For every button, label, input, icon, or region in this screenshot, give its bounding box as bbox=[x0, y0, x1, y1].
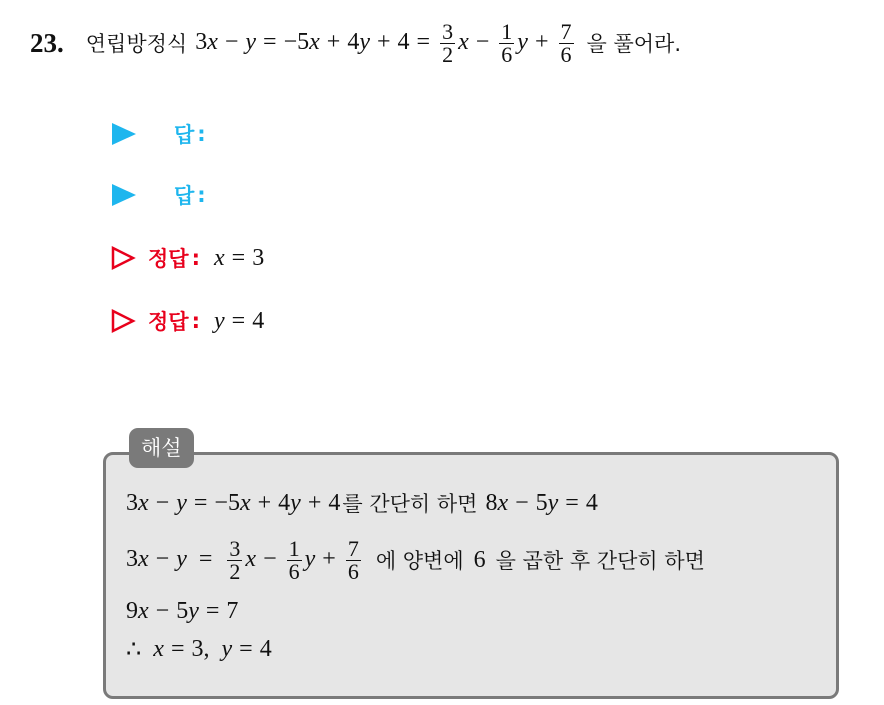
solution-line2-text: 에 양변에 bbox=[375, 549, 464, 573]
answer-label: 답 bbox=[174, 123, 195, 147]
correct-label: 정답 bbox=[148, 247, 189, 271]
question-number: 23. bbox=[30, 27, 64, 58]
solution-line2-num: 6 bbox=[473, 546, 486, 573]
equation: 3x − y = −5x + 4y + 4 = $\frac{3}{2}$ x − $\frac{1}{6}$ y + $\frac{7}{6}$ bbox=[195, 18, 572, 67]
correct-row-1 bbox=[110, 242, 264, 274]
outline-triangle-icon bbox=[110, 308, 136, 334]
play-triangle-icon bbox=[112, 184, 136, 206]
solution-tab: 해설 bbox=[129, 428, 194, 468]
correct-colon: : bbox=[191, 246, 200, 270]
play-triangle-icon bbox=[112, 123, 136, 145]
answer-row-2 bbox=[112, 182, 206, 208]
answer-colon: : bbox=[197, 122, 206, 146]
outline-triangle-icon bbox=[110, 245, 136, 271]
answer-row-1 bbox=[112, 121, 206, 147]
therefore-symbol: ∴ bbox=[126, 636, 142, 663]
correct-value: y = 4 bbox=[213, 307, 265, 334]
solution-line-2: 3x − y = $\frac{3}{2}$ x − $\frac{1}{6}$ y + $\frac{7}{6}$ 에 양변에 6 을 곱한 후 간단히 하면 bbox=[126, 535, 705, 584]
solution-line2-tail: 을 곱한 후 간단히 하면 bbox=[495, 549, 705, 573]
correct-label: 정답 bbox=[148, 310, 189, 334]
correct-colon: : bbox=[191, 309, 200, 333]
answer-label: 답 bbox=[174, 184, 195, 208]
answer-colon: : bbox=[197, 183, 206, 207]
correct-row-2 bbox=[110, 305, 264, 337]
question-line bbox=[30, 18, 681, 68]
solution-line-4: ∴ x = 3, y = 4 bbox=[126, 635, 272, 663]
correct-value: x = 3 bbox=[213, 244, 265, 271]
solution-line1-text: 를 간단히 하면 bbox=[342, 492, 478, 516]
solution-line-1: 3x − y = −5x + 4y + 4 를 간단히 하면 8x − 5y = 4 bbox=[126, 489, 598, 516]
question-suffix: 을 풀어라. bbox=[586, 32, 681, 56]
question-prefix: 연립방정식 bbox=[85, 32, 188, 56]
solution-line-3: 9x − 5y = 7 bbox=[126, 597, 239, 624]
